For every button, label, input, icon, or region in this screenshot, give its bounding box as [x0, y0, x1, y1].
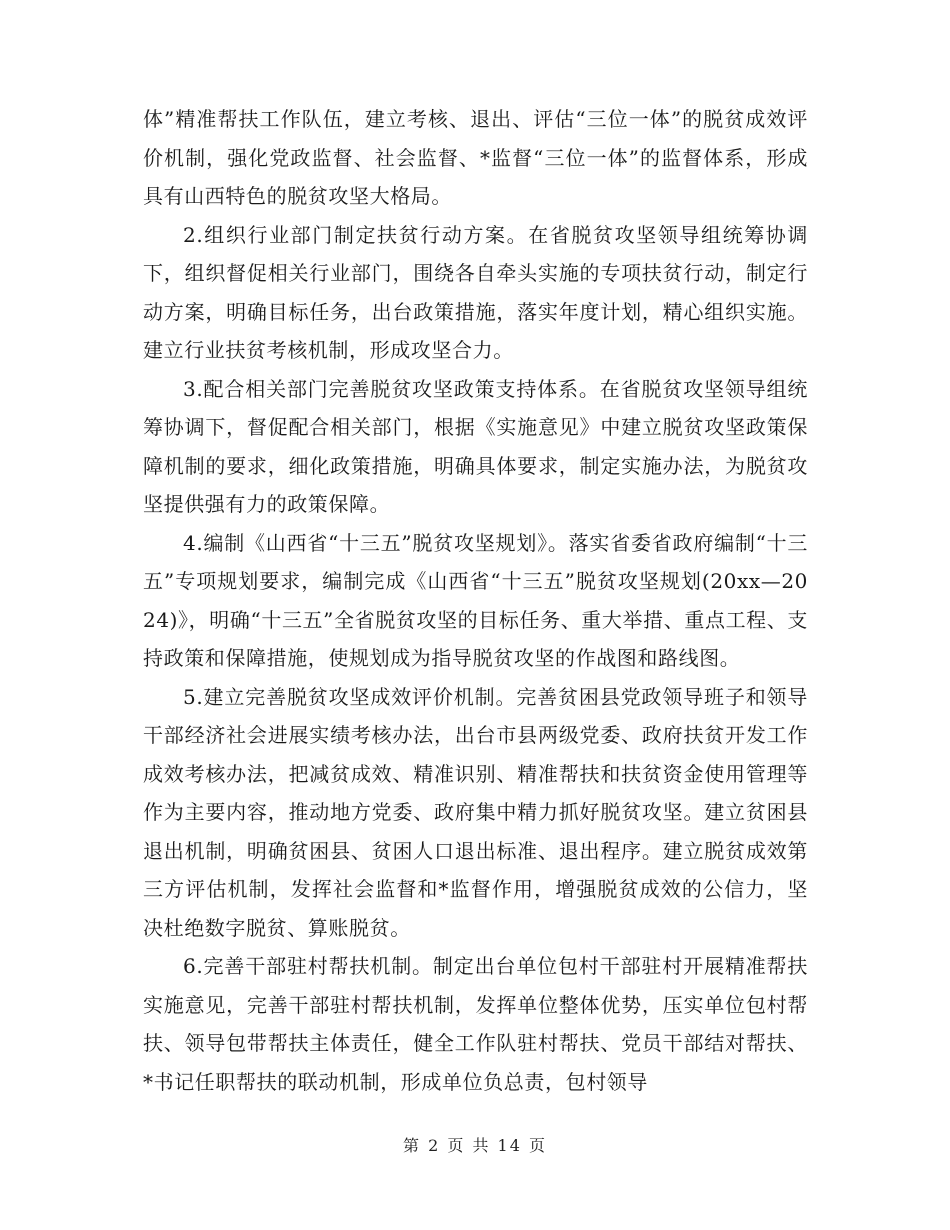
paragraph-item-3: 3.配合相关部门完善脱贫攻坚政策支持体系。在省脱贫攻坚领导组统筹协调下，督促配合相关部门，根据《实施意见》中建立脱贫攻坚政策保障机制的要求，细化政策措施，明确具体要求，制定实施办法，为脱贫攻坚提供强有力的政策保障。: [143, 376, 808, 516]
document-body: [143, 100, 808, 1101]
paragraph-continuation: 体”精准帮扶工作队伍，建立考核、退出、评估“三位一体”的脱贫成效评价机制，强化党政监督、社会监督、*监督“三位一体”的监督体系，形成具有山西特色的脱贫攻坚大格局。: [143, 107, 808, 208]
paragraph-item-5: 5.建立完善脱贫攻坚成效评价机制。完善贫困县党政领导班子和领导干部经济社会进展实绩考核办法，出台市县两级党委、政府扶贫开发工作成效考核办法，把减贫成效、精准识别、精准帮扶和扶贫资金使用管理等作为主要内容，推动地方党委、政府集中精力抓好脱贫攻坚。建立贫困县退出机制，明确贫困县、贫困人口退出标准、退出程序。建立脱贫成效第三方评估机制，发挥社会监督和*监督作用，增强脱贫成效的公信力，坚决杜绝数字脱贫、算账脱贫。: [143, 684, 808, 940]
page-number-footer: 第 2 页 共 14 页: [403, 1136, 547, 1155]
paragraph-item-2: 2.组织行业部门制定扶贫行动方案。在省脱贫攻坚领导组统筹协调下，组织督促相关行业部门，围绕各自牵头实施的专项扶贫行动，制定行动方案，明确目标任务，出台政策措施，落实年度计划，精心组织实施。建立行业扶贫考核机制，形成攻坚合力。: [143, 222, 808, 362]
paragraph-item-6: 6.完善干部驻村帮扶机制。制定出台单位包村干部驻村开展精准帮扶实施意见，完善干部驻村帮扶机制，发挥单位整体优势，压实单位包村帮扶、领导包带帮扶主体责任，健全工作队驻村帮扶、党员干部结对帮扶、*书记任职帮扶的联动机制，形成单位负总责，包村领导: [143, 954, 808, 1094]
paragraph-item-4: 4.编制《山西省“十三五”脱贫攻坚规划》。落实省委省政府编制“十三五”专项规划要求，编制完成《山西省“十三五”脱贫攻坚规划(20xx—2024)》，明确“十三五”全省脱贫攻坚的目标任务、重大举措、重点工程、支持政策和保障措施，使规划成为指导脱贫攻坚的作战图和路线图。: [143, 530, 808, 670]
